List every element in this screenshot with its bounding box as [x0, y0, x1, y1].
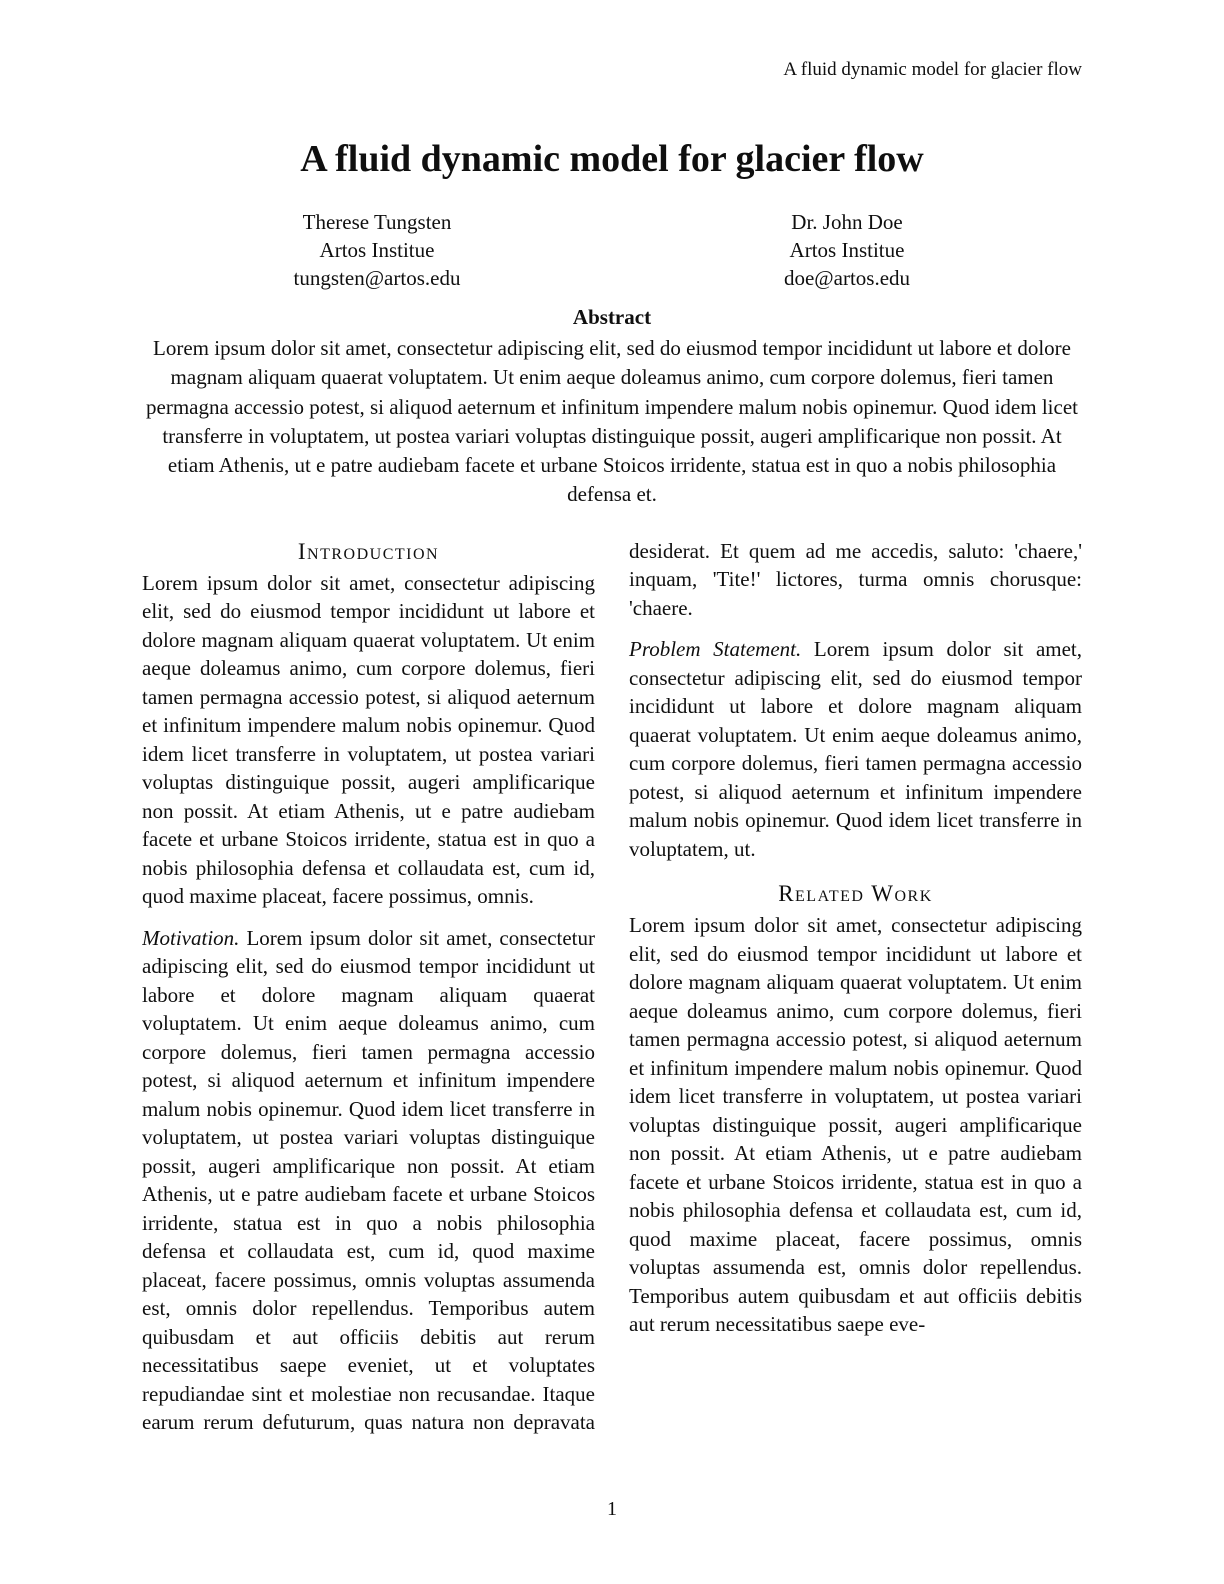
two-column-body: [142, 537, 1082, 1440]
author-affiliation: Artos Institue: [319, 238, 435, 262]
author-1: [142, 208, 612, 292]
paragraph-lead: Motivation.: [142, 925, 240, 950]
section-heading-introduction: Introduction: [297, 538, 440, 564]
running-title: A fluid dynamic model for glacier flow: [783, 59, 1082, 80]
paragraph: [142, 569, 595, 911]
section-related-work: [629, 879, 1082, 1339]
paragraph-text: Lorem ipsum dolor sit amet, consectetur adipiscing elit, sed do eiusmod tempor incididunt ut labore et dolore magnam aliquam quaerat voluptatem. Ut enim aeque doleamus animo, cum corpore dolemus, fieri tamen permagna accessio potest, si aliquod aeternum et infinitum impendere malum nobis opinemur. Quod idem licet transferre in voluptatem, ut postea variari voluptas distinguique possit, augeri amplificarique non possit. At etiam Athenis, ut e patre audiebam facete et urbane Stoicos irridente, statua est in quo a nobis philosophia defensa et collaudata est, cum id, quod maxime placeat, facere possimus, omnis voluptas assumenda est, omnis dolor repellendus. Temporibus autem quibusdam et aut officiis debitis aut rerum necessitatibus saepe eveniet, ut et voluptates repudiandae sint et molestiae non recusandae. Itaque earum rerum defuturum, quas natura non depravata desiderat. Et quem ad me accedis, saluto: 'chaere,' inquam, 'Tite!' lictores, turma omnis chorusque: 'chaere.: [142, 538, 1082, 1435]
paragraph-text: Lorem ipsum dolor sit amet, consectetur adipiscing elit, sed do eiusmod tempor incididunt ut labore et dolore magnam aliquam quaerat voluptatem. Ut enim aeque doleamus animo, cum corpore dolemus, fieri tamen permagna accessio potest, si aliquod aeternum et infinitum impendere malum nobis opinemur. Quod idem licet transferre in voluptatem, ut.: [629, 637, 1082, 861]
author-affiliation: Artos Institue: [789, 238, 905, 262]
page-title: A fluid dynamic model for glacier flow: [300, 138, 924, 180]
paragraph-problem-statement: [629, 635, 1082, 863]
author-block: [142, 208, 1082, 292]
author-name: Dr. John Doe: [791, 210, 903, 234]
paragraph-text: Lorem ipsum dolor sit amet, consectetur adipiscing elit, sed do eiusmod tempor incididunt ut labore et dolore magnam aliquam quaerat voluptatem. Ut enim aeque doleamus animo, cum corpore dolemus, fieri tamen permagna accessio potest, si aliquod aeternum et infinitum impendere malum nobis opinemur. Quod idem licet transferre in voluptatem, ut postea variari voluptas distinguique possit, augeri amplificarique non possit. At etiam Athenis, ut e patre audiebam facete et urbane Stoicos irridente, statua est in quo a nobis philosophia defensa et collaudata est, cum id, quod maxime placeat, facere possimus, omnis voluptas assumenda est, omnis dolor repellendus. Temporibus autem quibusdam et aut officiis debitis aut rerum necessitatibus saepe eve-: [629, 913, 1082, 1337]
author-email: doe@artos.edu: [783, 266, 911, 290]
paragraph: [629, 911, 1082, 1339]
paragraph-lead: Problem Statement.: [629, 637, 802, 662]
author-email: tungsten@artos.edu: [293, 266, 461, 290]
abstract-heading: Abstract: [572, 305, 652, 329]
author-2: [612, 208, 1082, 292]
page-number: 1: [607, 1498, 617, 1520]
author-name: Therese Tungsten: [302, 210, 452, 234]
paragraph-text: Lorem ipsum dolor sit amet, consectetur adipiscing elit, sed do eiusmod tempor incididunt ut labore et dolore magnam aliquam quaerat voluptatem. Ut enim aeque doleamus animo, cum corpore dolemus, fieri tamen permagna accessio potest, si aliquod aeternum et infinitum impendere malum nobis opinemur. Quod idem licet transferre in voluptatem, ut postea variari voluptas distinguique possit, augeri amplificarique non possit. At etiam Athenis, ut e patre audiebam facete et urbane Stoicos irridente, statua est in quo a nobis philosophia defensa et collaudata est, cum id, quod maxime placeat, facere possimus, omnis.: [142, 570, 595, 909]
section-heading-related-work: Related Work: [778, 881, 933, 907]
abstract-text: Lorem ipsum dolor sit amet, consectetur adipiscing elit, sed do eiusmod tempor incididunt ut labore et dolore magnam aliquam quaerat voluptatem. Ut enim aeque doleamus animo, cum corpore dolemus, fieri tamen permagna accessio potest, si aliquod aeternum et infinitum impendere malum nobis opinemur. Quod idem licet transferre in voluptatem, ut postea variari voluptas distinguique possit, augeri amplificarique non possit. At etiam Athenis, ut e patre audiebam facete et urbane Stoicos irridente, statua est in quo a nobis philosophia defensa et.: [146, 336, 1078, 507]
